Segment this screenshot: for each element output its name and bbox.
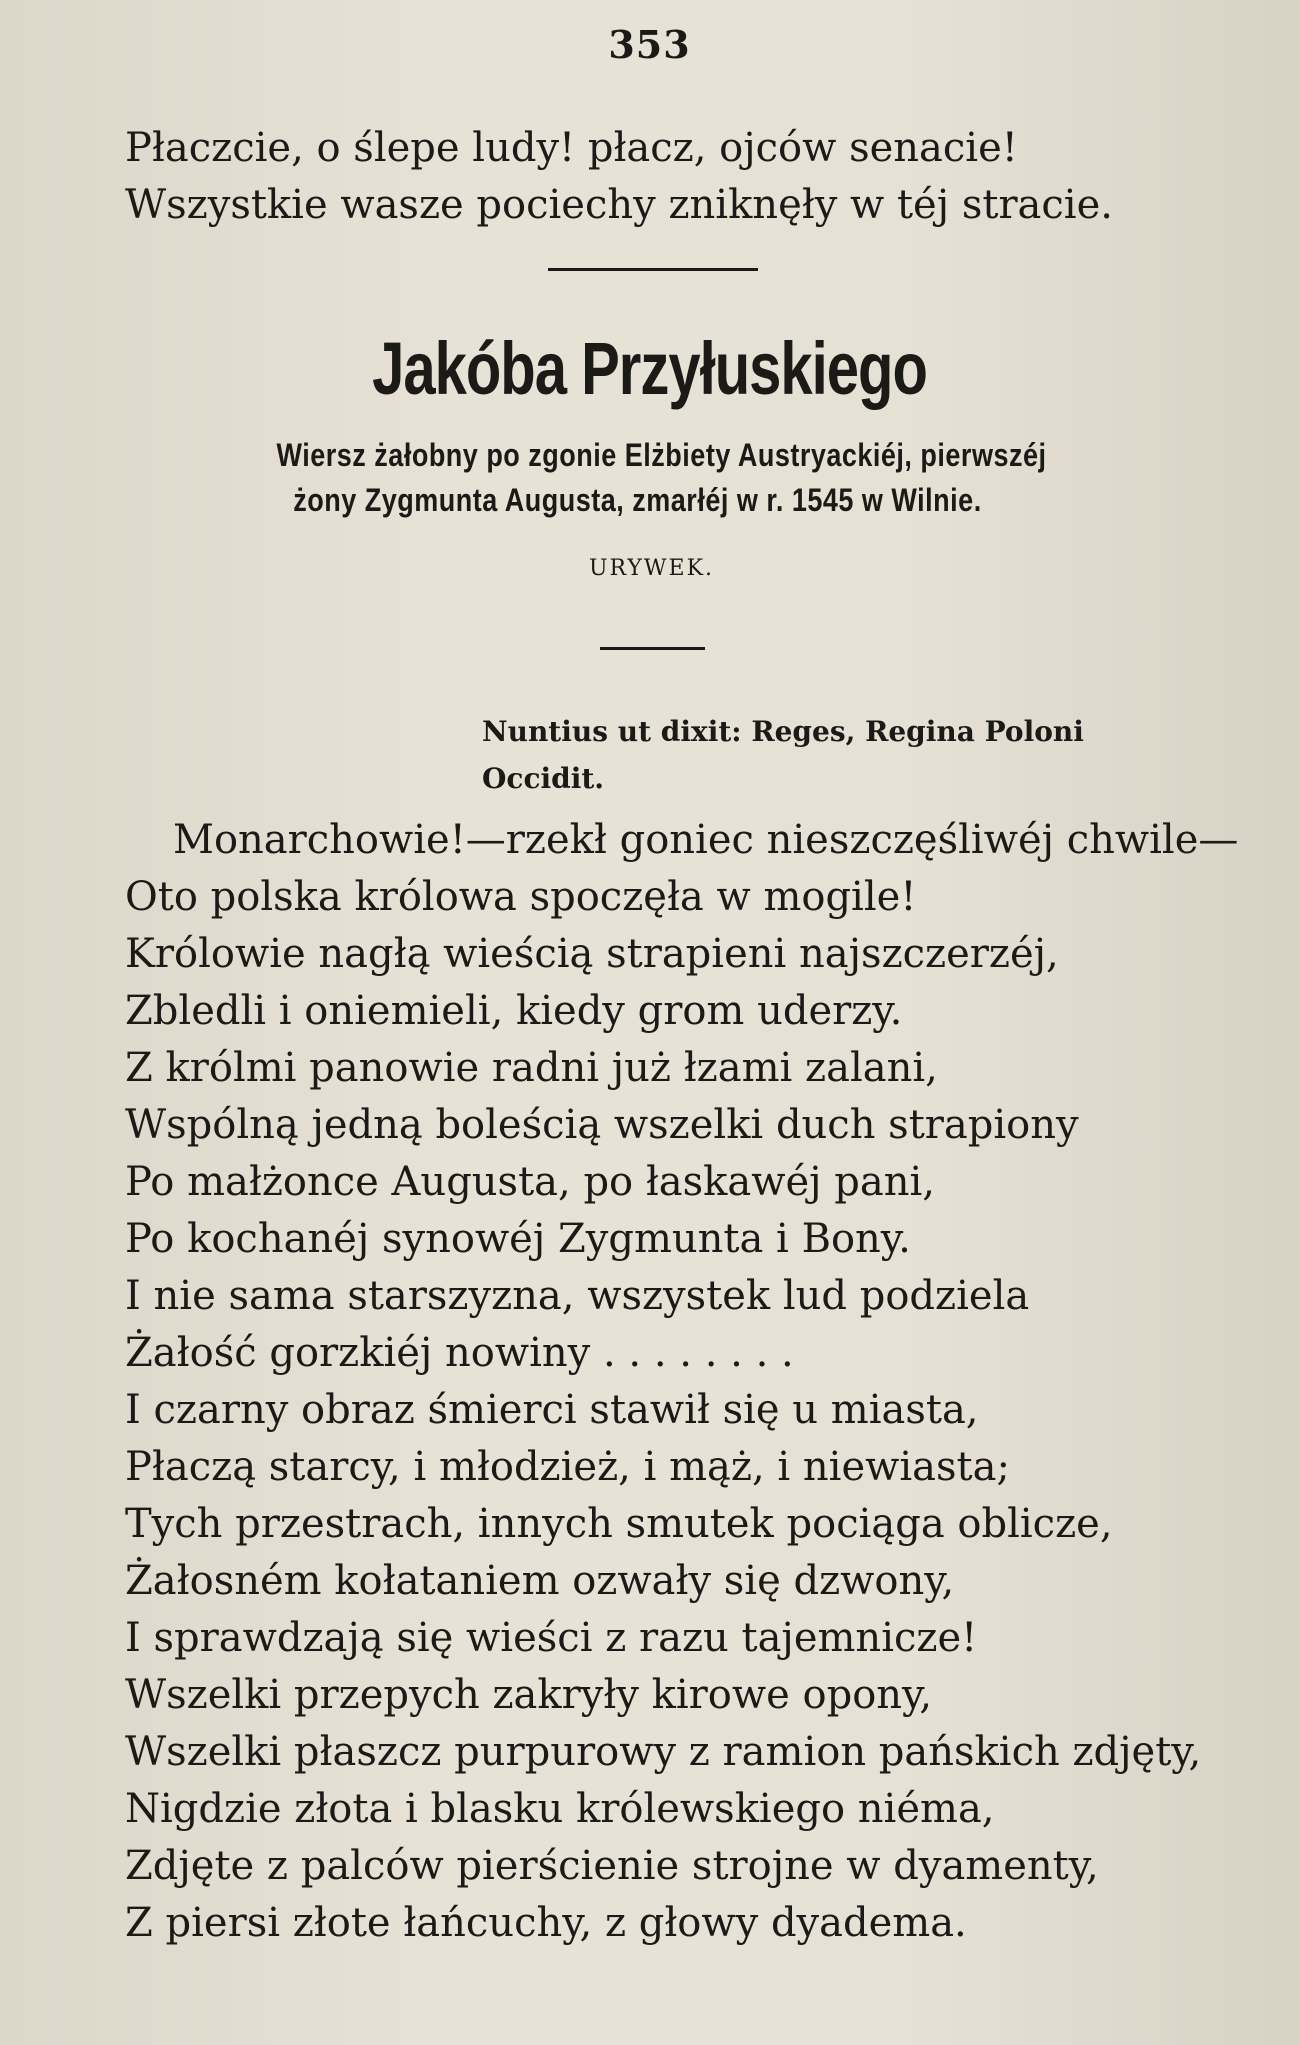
poem-line: Wspólną jedną boleścią wszelki duch strapiony [125, 1102, 1079, 1148]
poem-line: Wszelki płaszcz purpurowy z ramion pańskich zdjęty, [125, 1729, 1202, 1775]
section-title: Jakóba Przyłuskiego [372, 327, 927, 411]
section-subtitle-line: żony Zygmunta Augusta, zmarłéj w r. 1545 w Wilnie. [293, 482, 982, 518]
epigraph-line: Nuntius ut dixit: Reges, Regina Poloni [482, 715, 1084, 748]
poem-line: Tych przestrach, innych smutek pociąga oblicze, [125, 1501, 1113, 1547]
poem-line: Nigdzie złota i blasku królewskiego niéma, [125, 1786, 995, 1832]
poem-line: Z piersi złote łańcuchy, z głowy dyadema. [125, 1900, 967, 1946]
poem-line: I nie sama starszyzna, wszystek lud podziela [125, 1273, 1030, 1319]
epigraph [482, 708, 1084, 802]
page-number: 353 [608, 22, 691, 67]
poem-line: Płaczą starcy, i młodzież, i mąż, i niewiasta; [125, 1444, 1010, 1490]
poem-line: Żałość gorzkiéj nowiny . . . . . . . . [125, 1330, 794, 1376]
poem [125, 812, 1285, 1952]
section-subtitle-line: Wiersz żałobny po zgonie Elżbiety Austryackiéj, pierwszéj [276, 437, 1047, 473]
couplet-line: Płaczcie, o ślepe ludy! płacz, ojców senacie! [125, 125, 1018, 171]
poem-line: Monarchowie!—rzekł goniec nieszczęśliwéj chwile— [173, 817, 1239, 863]
top-couplet [125, 120, 1245, 234]
poem-line: Zbledli i oniemieli, kiedy grom uderzy. [125, 988, 903, 1034]
poem-line: Wszelki przepych zakryły kirowe opony, [125, 1672, 933, 1718]
couplet-line: Wszystkie wasze pociechy zniknęły w téj stracie. [125, 182, 1113, 228]
poem-line: I sprawdzają się wieści z razu tajemnicze! [125, 1615, 978, 1661]
poem-line: Po małżonce Augusta, po łaskawéj pani, [125, 1159, 936, 1205]
section-divider [600, 647, 705, 650]
poem-line: I czarny obraz śmierci stawił się u miasta, [125, 1387, 979, 1433]
poem-line: Zdjęte z palców pierścienie strojne w dyamenty, [125, 1843, 1099, 1889]
poem-line: Po kochanéj synowéj Zygmunta i Bony. [125, 1216, 911, 1262]
section-divider [548, 268, 758, 271]
poem-line: Królowie nagłą wieścią strapieni najszczerzéj, [125, 931, 1059, 977]
poem-line: Oto polska królowa spoczęła w mogile! [125, 874, 917, 920]
poem-line: Żałosném kołataniem ozwały się dzwony, [125, 1558, 955, 1604]
poem-line: Z królmi panowie radni już łzami zalani, [125, 1045, 938, 1091]
epigraph-line: Occidit. [482, 762, 605, 795]
fragment-label: URYWEK. [588, 556, 715, 581]
